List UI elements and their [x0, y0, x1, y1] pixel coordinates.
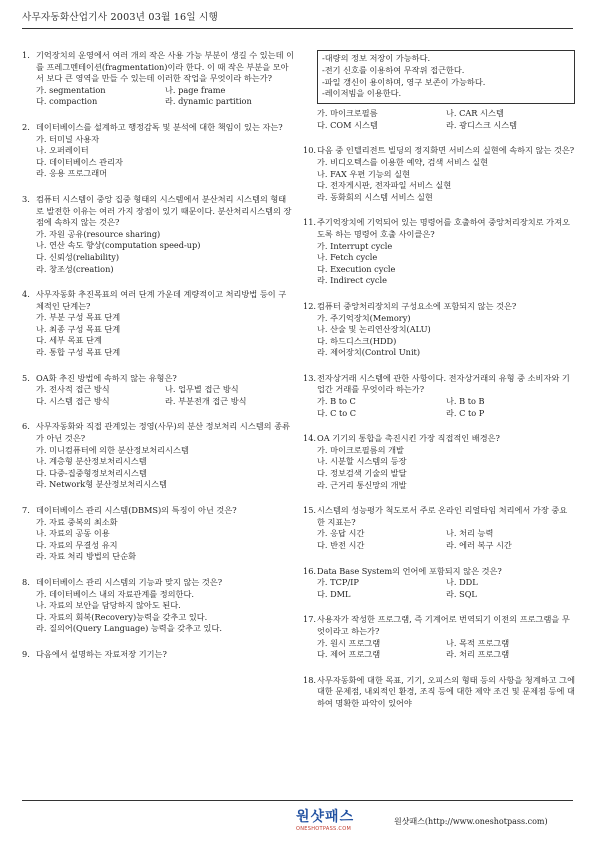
question-item — [22, 649, 294, 661]
question-item — [22, 194, 294, 275]
question-number: 10. — [303, 145, 317, 156]
question-options — [36, 85, 294, 108]
option-row — [36, 384, 294, 396]
option-item: 다. 신뢰성(reliability) — [36, 251, 120, 262]
question-text: 사무자동화와 직접 관계있는 정영(사무)의 분산 정보처리 시스템의 종류가 아닌 것은? — [36, 421, 290, 444]
option-item: 라. 근거리 통신망의 개발 — [317, 479, 407, 490]
option-item: 가. B to C — [317, 396, 356, 407]
option-item: 가. TCP/IP — [317, 577, 359, 588]
option-item: 라. 통합 구성 목표 단계 — [36, 347, 121, 358]
question-number: 6. — [22, 421, 30, 432]
option-item: 가. 부분 구성 목표 단계 — [36, 312, 121, 323]
option-item: 가. segmentation — [36, 84, 106, 95]
option-item: 라. C to P — [446, 407, 485, 418]
option-item: 라. 광디스크 시스템 — [446, 119, 518, 130]
question-options — [36, 384, 294, 407]
right-column — [303, 50, 575, 724]
option-item: 나. 목적 프로그램 — [446, 637, 510, 648]
question-number: 15. — [303, 505, 317, 516]
question-text: 전자상거래 시스템에 관한 사항이다. 전자상거래의 유형 중 소비자와 기업간 거래를 무엇이라 하는가? — [317, 372, 570, 395]
question-text: 데이터베이스를 설계하고 행정감독 및 분석에 대한 책임이 있는 자는? — [36, 121, 283, 132]
option-item: 라. dynamic partition — [165, 96, 252, 107]
question-item — [22, 289, 294, 359]
option-item: 라. 응용 프로그래머 — [36, 168, 108, 179]
question-text: 사무자동화에 대한 목표, 기기, 오피스의 형태 등의 사항을 청계하고 그에 대한 문제점, 내외적인 환경, 조직 등에 대한 제약 조건 및 문제점 등에 대하여 명확한 파악이 있어야 — [317, 674, 575, 708]
question-stem — [22, 289, 294, 312]
option-item: 다. 시스템 접근 방식 — [36, 395, 110, 406]
option-item: 다. Execution cycle — [317, 263, 396, 274]
option-item: 라. 부분전개 접근 방식 — [165, 395, 247, 406]
option-item: 라. 제어장치(Control Unit) — [317, 347, 421, 358]
question-item — [22, 50, 294, 108]
question-text: 데이터베이스 관리 시스템의 기능과 맞지 않는 것은? — [36, 576, 223, 587]
option-item: 다. compaction — [36, 96, 98, 107]
option-item: 라. 처리 프로그램 — [446, 649, 510, 660]
option-item: 가. 마이크로필름 — [317, 108, 378, 119]
option-row — [317, 540, 575, 552]
question-options — [317, 577, 575, 600]
question-options — [36, 445, 294, 491]
option-item: 다. 자료의 회복(Recovery)능력을 갖추고 있다. — [36, 611, 208, 622]
question-item — [303, 145, 575, 203]
question-item — [22, 122, 294, 180]
option-row — [317, 396, 575, 408]
question-stem — [22, 421, 294, 444]
option-item: 다. 정보검색 기술의 발달 — [317, 468, 407, 479]
question-item — [303, 566, 575, 601]
option-item: 가. Interrupt cycle — [317, 240, 393, 251]
footer-divider — [22, 800, 573, 801]
option-item: 가. 데이터베이스 내의 자료관계를 정의한다. — [36, 588, 194, 599]
question-options — [36, 134, 294, 180]
logo-text: 원샷패스 — [296, 809, 355, 825]
question-9-box — [317, 50, 575, 104]
left-column — [22, 50, 294, 675]
question-9-options — [317, 108, 575, 131]
question-text: OA 기기의 통합을 촉진시킨 가장 직접적인 배경은? — [317, 433, 500, 444]
option-item: 나. Fetch cycle — [317, 252, 378, 263]
option-item: 가. 비디오텍스를 이용한 예약, 검색 서비스 실현 — [317, 156, 489, 167]
option-row — [317, 589, 575, 601]
question-item — [22, 505, 294, 563]
option-row — [317, 108, 575, 120]
question-stem — [303, 566, 575, 578]
option-item: 다. 자료의 무결성 유지 — [36, 539, 118, 550]
question-stem — [303, 217, 575, 240]
question-options — [317, 313, 575, 359]
question-text: 다음 중 인텔리전트 빌딩의 정지화면 서비스의 실현에 속하지 않는 것은? — [317, 145, 575, 156]
question-item — [22, 373, 294, 408]
question-text: 주기억장치에 기억되어 있는 명령어를 호출하여 중앙처리장치로 가져오도록 하는 명령어 호출 사이클은? — [317, 217, 570, 239]
option-item: 가. 주기억장치(Memory) — [317, 312, 411, 323]
question-options — [36, 517, 294, 563]
option-item: 나. CAR 시스템 — [446, 108, 504, 119]
option-item: 나. 자료의 보안을 담당하지 않아도 된다. — [36, 600, 181, 611]
question-item — [22, 577, 294, 635]
question-number: 14. — [303, 433, 317, 444]
option-item: 가. 터미널 사용자 — [36, 133, 100, 144]
option-item: 다. 데이터베이스 관리자 — [36, 156, 123, 167]
option-item: 가. 원시 프로그램 — [317, 637, 381, 648]
option-item: 다. 세부 목표 단계 — [36, 335, 102, 346]
question-stem — [303, 675, 575, 710]
page-header: 사무자동화산업기사 2003년 03월 16일 시행 — [22, 12, 218, 23]
question-number: 11. — [303, 217, 317, 228]
option-item: 라. 동화회의 시스템 서비스 실현 — [317, 191, 433, 202]
question-options — [36, 589, 294, 635]
question-number: 1. — [22, 50, 30, 60]
question-text: 데이터베이스 관리 시스템(DBMS)의 특징이 아닌 것은? — [36, 505, 237, 515]
question-text: 사무자동화 추진목표의 여러 단계 가운데 계량적이고 처리방법 등이 구체적인 단계는? — [36, 289, 287, 311]
question-stem — [303, 433, 575, 445]
option-item: 나. 처리 능력 — [446, 528, 494, 539]
option-item: 나. FAX 우편 기능의 실현 — [317, 168, 410, 179]
option-item: 라. Indirect cycle — [317, 275, 387, 286]
option-row — [317, 649, 575, 661]
question-text: OA화 추진 방법에 속하지 않는 유형은? — [36, 372, 177, 383]
question-item — [22, 421, 294, 491]
option-row — [317, 577, 575, 589]
question-options — [317, 241, 575, 287]
question-stem — [303, 614, 575, 637]
question-item — [303, 217, 575, 287]
option-item: 가. 전사적 접근 방식 — [36, 384, 110, 395]
option-row — [36, 85, 294, 97]
option-item: 나. page frame — [165, 84, 226, 95]
question-number: 16. — [303, 565, 317, 576]
option-item: 다. 반전 시간 — [317, 540, 365, 550]
question-number: 18. — [303, 674, 317, 685]
option-item: 라. 창조성(creation) — [36, 263, 114, 274]
question-stem — [303, 145, 575, 157]
option-item: 라. 에러 복구 시간 — [446, 540, 512, 550]
question-stem — [22, 649, 294, 661]
option-item: 다. 하드디스크(HDD) — [317, 335, 397, 346]
question-stem — [22, 50, 294, 85]
option-row — [317, 528, 575, 540]
option-item: 나. 산술 및 논리연산장치(ALU) — [317, 324, 431, 335]
logo-subtext: ONESHOTPASS.COM — [296, 826, 352, 832]
question-options — [317, 445, 575, 491]
option-item: 라. 질의어(Query Language) 능력을 갖추고 있다. — [36, 623, 222, 634]
question-number: 9. — [22, 648, 30, 659]
option-item: 나. DDL — [446, 577, 478, 588]
box-line: -대량의 정보 저장이 가능하다. — [322, 53, 431, 63]
box-line: -레이저빔을 이용한다. — [322, 88, 402, 99]
option-item: 다. DML — [317, 588, 351, 599]
question-options — [317, 157, 575, 203]
question-number: 8. — [22, 576, 30, 587]
question-text: 사용자가 작성한 프로그램, 즉 기계어로 번역되기 이전의 프로그램을 무엇이라고 하는가? — [317, 614, 570, 636]
option-item: 다. C to C — [317, 407, 357, 418]
option-item: 라. 자료 처리 방법의 단순화 — [36, 551, 137, 562]
question-text: 다음에서 설명하는 자료저장 기기는? — [36, 648, 167, 659]
question-item — [303, 373, 575, 419]
option-row — [36, 96, 294, 108]
option-item: 다. 다중-집중형정보처리시스템 — [36, 467, 147, 478]
option-row — [317, 408, 575, 420]
box-line: -전기 신호를 이용하여 무작위 접근한다. — [322, 64, 465, 75]
question-number: 13. — [303, 372, 317, 383]
option-item: 나. 오퍼레이터 — [36, 145, 89, 156]
question-item — [303, 675, 575, 710]
option-item: 나. 계층형 분산정보처리시스템 — [36, 456, 147, 467]
question-number: 4. — [22, 289, 30, 300]
option-item: 나. B to B — [446, 396, 485, 407]
question-item — [303, 433, 575, 491]
option-item: 가. 자료 중복의 최소화 — [36, 516, 118, 527]
option-row — [36, 396, 294, 408]
option-item: 다. 제어 프로그램 — [317, 649, 381, 660]
question-number: 12. — [303, 300, 317, 311]
question-options — [317, 638, 575, 661]
question-item — [303, 614, 575, 660]
question-number: 2. — [22, 121, 30, 132]
option-item: 나. 업무별 접근 방식 — [165, 384, 239, 395]
question-stem — [303, 301, 575, 313]
question-options — [317, 396, 575, 419]
question-stem — [22, 373, 294, 385]
question-number: 3. — [22, 193, 30, 204]
question-text: 컴퓨터 중앙처리장치의 구성요소에 포함되지 않는 것은? — [317, 300, 517, 311]
box-line: -파일 갱신이 용이하며, 영구 보존이 가능하다. — [322, 76, 486, 87]
option-item: 라. Network형 분산정보처리시스템 — [36, 479, 167, 490]
header-divider — [22, 28, 573, 29]
question-stem — [22, 505, 294, 517]
question-item — [303, 301, 575, 359]
question-number: 5. — [22, 372, 30, 383]
question-stem — [22, 194, 294, 229]
question-text: 기억장치의 운영에서 여러 개의 작은 사용 가능 부분이 생길 수 있는데 이를 프레그멘테이션(fragmentation)이라 한다. 이 때 작은 부분을 모아서 보다 큰 영역을 만들 수 있는데 이러한 작업을 무엇이라 하는가? — [36, 50, 294, 84]
option-item: 나. 최종 구성 목표 단계 — [36, 323, 121, 334]
option-item: 가. 자원 공유(resource sharing) — [36, 228, 161, 239]
option-item: 나. 자료의 공동 이용 — [36, 528, 110, 539]
question-number: 7. — [22, 505, 30, 515]
question-stem — [303, 373, 575, 396]
question-stem — [22, 122, 294, 134]
option-row — [317, 120, 575, 132]
option-item: 가. 마이크로필름의 개발 — [317, 444, 404, 455]
question-number: 17. — [303, 614, 317, 625]
question-options — [317, 528, 575, 551]
option-item: 라. SQL — [446, 588, 477, 599]
option-item: 나. 시분할 시스템의 등장 — [317, 456, 407, 467]
question-text: 시스템의 성능평가 척도로서 주로 온라인 리얼타임 처리에서 가장 중요한 지표는? — [317, 505, 568, 527]
brand-logo — [296, 806, 380, 832]
question-options — [36, 312, 294, 358]
question-stem — [22, 577, 294, 589]
option-item: 가. 미니컴퓨터에 의한 분산정보처리시스템 — [36, 444, 189, 455]
question-item — [303, 505, 575, 551]
question-stem — [303, 505, 575, 528]
option-row — [317, 638, 575, 650]
option-item: 나. 연산 속도 향상(computation speed-up) — [36, 240, 201, 251]
question-text: Data Base System의 언어에 포함되지 않은 것은? — [317, 565, 502, 576]
option-item: 다. COM 시스템 — [317, 119, 378, 130]
option-item: 다. 전자게시판, 전자파일 서비스 실현 — [317, 180, 452, 191]
option-item: 가. 응답 시간 — [317, 528, 365, 539]
footer-site-link[interactable]: 원샷패스(http://www.oneshotpass.com) — [394, 817, 548, 826]
question-text: 컴퓨터 시스템이 중앙 집중 형태의 시스템에서 분산처리 시스템의 형태로 발전한 이유는 여러 가지 장점이 있기 때문이다. 분산처리시스템의 장점에 속하지 않는 것은? — [36, 193, 292, 228]
question-options — [36, 229, 294, 275]
